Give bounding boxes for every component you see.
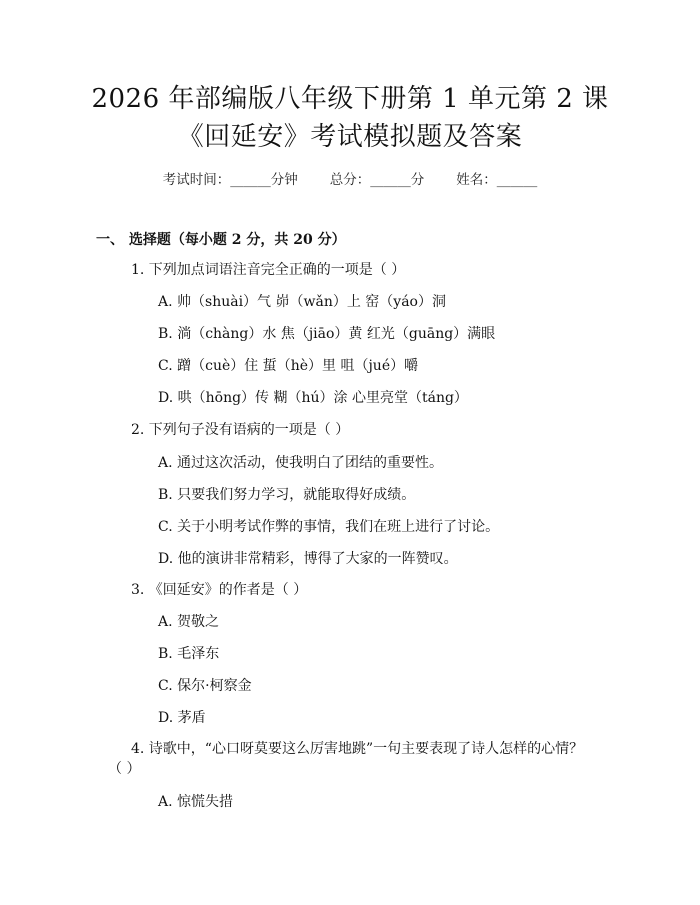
option-b: B. 只要我们努力学习，就能取得好成绩。 xyxy=(158,487,416,503)
option-d: D. 哄（hōng）传 糊（hú）涂 心里亮堂（táng） xyxy=(158,390,468,406)
document-title-line2: 《回延安》考试模拟题及答案 xyxy=(177,122,523,152)
option-c: C. 关于小明考试作弊的事情，我们在班上进行了讨论。 xyxy=(158,519,500,535)
option-c: C. 蹭（cuè）住 蜇（hè）里 咀（jué）嚼 xyxy=(158,358,419,374)
option-a: A. 帅（shuài）气 峁（wǎn）上 窑（yáo）洞 xyxy=(158,294,446,310)
option-a: A. 贺敬之 xyxy=(158,614,220,630)
exam-info xyxy=(0,168,700,188)
question-stem: 3. 《回延安》的作者是（ ） xyxy=(131,582,308,598)
question-stem: 2. 下列句子没有语病的一项是（ ） xyxy=(131,422,350,438)
option-d: D. 他的演讲非常精彩，博得了大家的一阵赞叹。 xyxy=(158,551,458,567)
option-c: C. 保尔·柯察金 xyxy=(158,678,252,694)
option-b: B. 淌（chàng）水 焦（jiāo）黄 红光（guāng）满眼 xyxy=(158,326,496,342)
section-heading: 一、 选择题（每小题 2 分，共 20 分） xyxy=(96,232,346,248)
name-field: 姓名：______ xyxy=(456,172,538,188)
option-b: B. 毛泽东 xyxy=(158,646,220,662)
question-stem-continuation: （ ） xyxy=(108,761,141,777)
option-a: A. 惊慌失措 xyxy=(158,794,234,810)
document-title-line1: 2026 年部编版八年级下册第 1 单元第 2 课 xyxy=(91,84,609,114)
option-d: D. 茅盾 xyxy=(158,710,206,726)
question-stem: 4. 诗歌中，“心口呀莫要这么厉害地跳”一句主要表现了诗人怎样的心情？ xyxy=(131,741,584,757)
question-stem: 1. 下列加点词语注音完全正确的一项是（ ） xyxy=(131,262,406,278)
exam-time-field: 考试时间：______分钟 xyxy=(162,172,298,188)
option-a: A. 通过这次活动，使我明白了团结的重要性。 xyxy=(158,455,444,471)
total-score-field: 总分：______分 xyxy=(329,172,425,188)
